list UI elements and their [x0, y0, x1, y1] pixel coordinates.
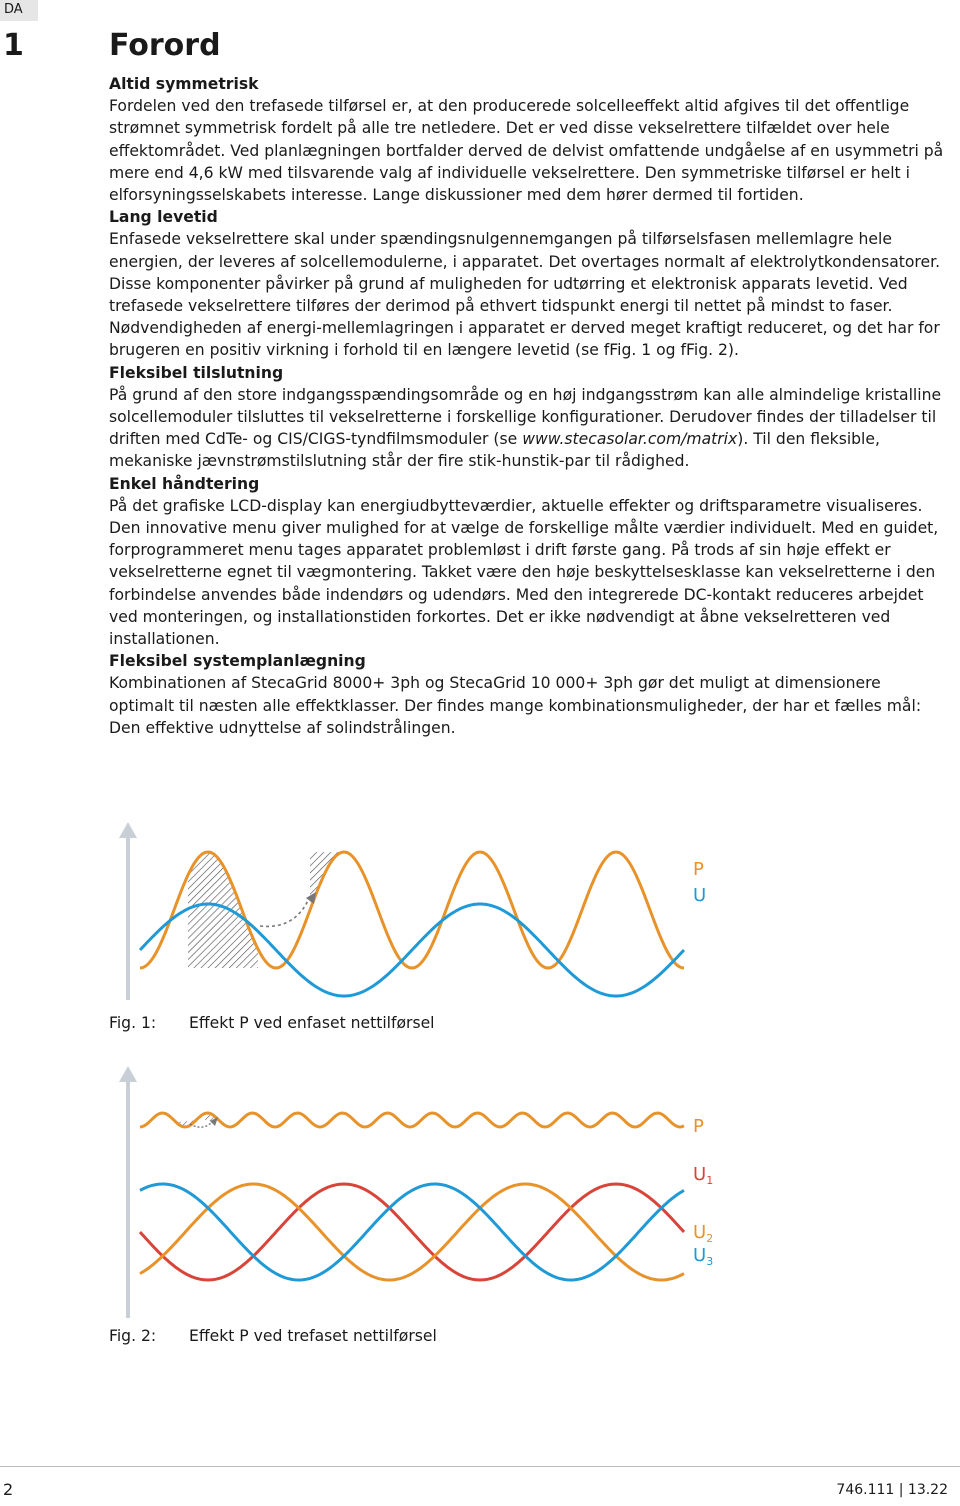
figure-label: Fig. 1: — [109, 1014, 157, 1032]
section-heading: Altid symmetrisk — [109, 75, 259, 93]
label-u1 — [693, 1164, 713, 1187]
section-paragraph — [109, 384, 949, 473]
figure-1-caption — [109, 1014, 435, 1032]
figure-1 — [110, 818, 770, 1018]
hatched-area — [188, 852, 346, 968]
label-u1-main: U — [693, 1164, 707, 1185]
section-paragraph: På det grafiske LCD-display kan energiudbytteværdier, aktuelle effekter og driftsparametre visualiseres. Den innovative menu giver mulighed for at vælge de forskellige målte værdier individuelt. Med en guidet, forprogrammeret menu tages apparatet problemløst i drift første gang. På trods af sin høje effekt er vekselretterne egnet til vægmontering. Takket være den høje beskyttelsesklasse kan vekselretterne i den forbindelse anvendes både indendørs og udendørs. Med den integrerede DC-kontakt reduceres arbejdet ved monteringen, og installationstiden forkortes. Det er ikke nødvendigt at åbne vekselretteren ved installationen. — [109, 496, 939, 649]
label-u2-main: U — [693, 1222, 707, 1243]
figure-1-diagram — [110, 818, 770, 1018]
chapter-title: Forord — [109, 28, 221, 63]
paragraph-text: På grund af den store indgangsspændingsområde og en høj indgangsstrøm kan alle almindelige kristalline solcellemoduler tilsluttes til vekselretterne i forskellige konfigurationer. Derudover findes der tilladelser til driften med CdTe- og CIS/CIGS-tyndfilmsmoduler (se — [109, 385, 942, 449]
figure-caption-text: Effekt P ved trefaset nettilførsel — [189, 1327, 437, 1345]
label-u2-sub: 2 — [706, 1232, 714, 1245]
label-u3 — [693, 1245, 713, 1268]
label-u: U — [693, 885, 707, 906]
section-heading: Fleksibel systemplanlægning — [109, 652, 366, 671]
figure-label: Fig. 2: — [109, 1327, 157, 1345]
figure-2-diagram — [110, 1062, 770, 1322]
label-u1-sub: 1 — [706, 1174, 714, 1187]
figure-caption-text: Effekt P ved enfaset nettilførsel — [189, 1014, 435, 1032]
label-u3-main: U — [693, 1245, 707, 1266]
document-reference: 746.111 | 13.22 — [836, 1482, 948, 1498]
voltage-phase1-curve — [140, 1184, 684, 1280]
language-tag: DA — [0, 0, 38, 21]
section-heading: Fleksibel tilslutning — [109, 363, 284, 382]
footer-rule — [0, 1466, 960, 1467]
section-paragraph: Enfasede vekselrettere skal under spændingsnulgennemgangen på tilførselsfasen mellemlagre hele energien, der leveres af solcellemodulerne, i apparatet. Det overtages normalt af elektrolytkondensatorer. Disse komponenter påvirker på grund af muligheden for udtørring et elektronisk apparats levetid. Ved trefasede vekselrettere tilføres der derimod på ethvert tidspunkt energi til nettet på mindst to faser. Nødvendigheden af energi-mellemlagringen i apparatet er derved meget kraftigt reduceret, og det har for brugeren en positiv virkning i forhold til en længere levetid (se fFig. 1 og fFig. 2). — [109, 230, 941, 360]
body-text — [109, 73, 949, 739]
matrix-link[interactable]: www.stecasolar.com/matrix — [522, 430, 738, 449]
power-curve — [140, 1113, 684, 1127]
page-number: 2 — [3, 1480, 14, 1499]
chapter-number: 1 — [3, 28, 24, 63]
transfer-arrow — [260, 896, 310, 926]
paragraph-text: ). Til den fleksible, mekaniske jævnstrømstilslutning står der fire stik-hunstik-par til rådighed. — [109, 430, 880, 471]
axis-arrow-icon — [119, 822, 137, 838]
section-paragraph: Kombinationen af StecaGrid 8000+ 3ph og StecaGrid 10 000+ 3ph gør det muligt at dimensionere optimalt til næsten alle effektklasser. Der findes mange kombinationsmuligheder, der har et fælles mål: Den effektive udnyttelse af solindstrålingen. — [109, 674, 922, 737]
label-u2 — [693, 1222, 713, 1245]
section-paragraph: Fordelen ved den trefasede tilførsel er, at den producerede solcelleeffekt altid afgives til det offentlige strømnet symmetrisk fordelt på alle tre netledere. Det er ved disse vekselrettere tilfældet over hele effektområdet. Ved planlægningen bortfalder derved de delvist omfattende undgåelse af en usymmetri på mere end 4,6 kW med tilsvarende valg af individuelle vekselrettere. Den symmetriske tilførsel er helt i elforsyningsselskabets interesse. Lange diskussioner med dem hører dermed til fortiden. — [109, 97, 944, 205]
label-u3-sub: 3 — [706, 1255, 714, 1268]
figure-2-caption — [109, 1327, 437, 1345]
axis-arrow-icon — [119, 1066, 137, 1082]
label-p: P — [693, 1116, 704, 1137]
label-p: P — [693, 859, 704, 880]
section-heading: Lang levetid — [109, 208, 218, 227]
section-heading: Enkel håndtering — [109, 474, 260, 493]
figure-2 — [110, 1062, 770, 1322]
